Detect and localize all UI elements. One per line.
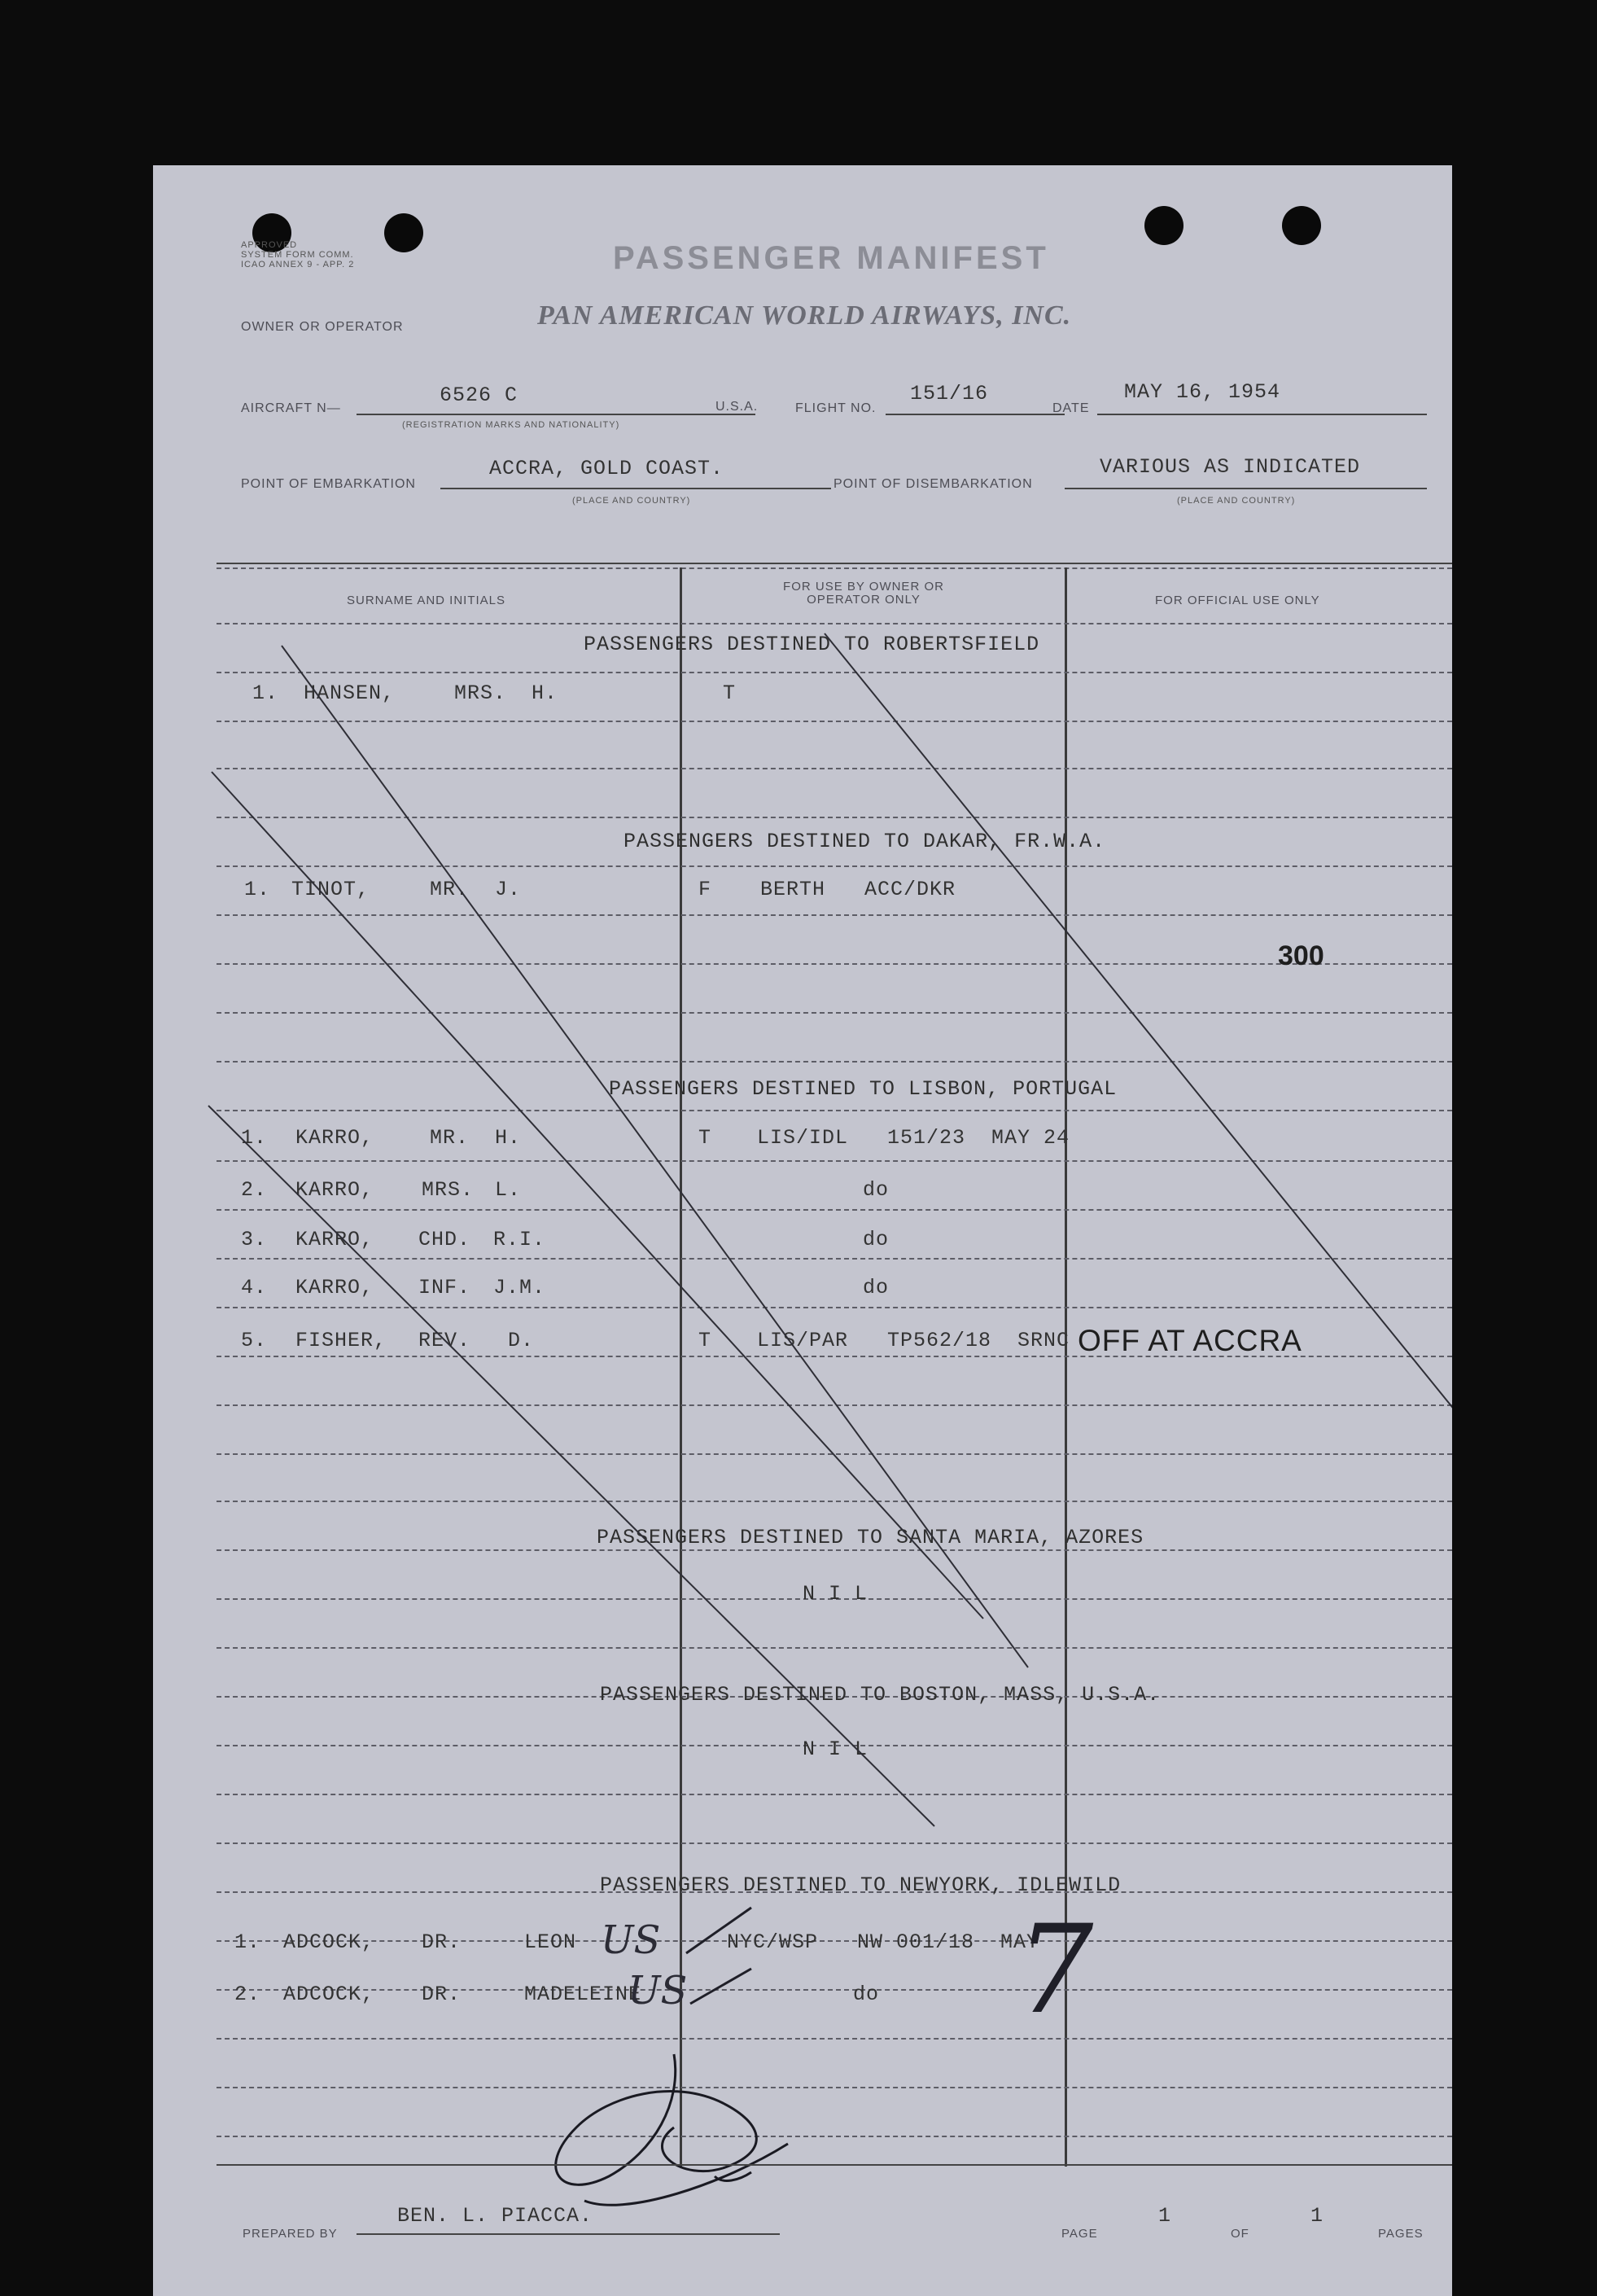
manifest-sheet — [153, 165, 1452, 2296]
passenger-number: 1. — [244, 878, 271, 901]
passenger-title: DR. — [422, 1983, 462, 2006]
embark-value: ACCRA, GOLD COAST. — [489, 457, 724, 480]
passenger-info: LIS/PAR TP562/18 SRNC — [757, 1329, 1070, 1352]
prepared-underline — [357, 2233, 780, 2235]
flight-value: 151/16 — [910, 382, 989, 405]
cancel-stroke — [282, 646, 1028, 1667]
table-bottom-border — [217, 2164, 1452, 2166]
nil-text: N I L — [803, 1582, 869, 1606]
passenger-number: 2. — [234, 1983, 261, 2006]
prepared-by-value: BEN. L. PIACCA. — [397, 2204, 593, 2228]
embark-note: (PLACE AND COUNTRY) — [572, 496, 691, 506]
passenger-code: T — [723, 681, 737, 705]
off-at-accra-stamp: OFF AT ACCRA — [1078, 1324, 1302, 1357]
nil-text: N I L — [803, 1737, 869, 1761]
page-number: 1 — [1158, 2204, 1172, 2228]
section-heading: PASSENGERS DESTINED TO BOSTON, MASS, U.S.A. — [600, 1683, 1161, 1707]
passenger-code: T — [698, 1126, 712, 1150]
passenger-surname: KARRO, — [295, 1178, 374, 1202]
passenger-info: NYC/WSP NW 001/18 MAY — [727, 1930, 1040, 1954]
check-mark — [686, 1908, 751, 1953]
section-heading: PASSENGERS DESTINED TO SANTA MARIA, AZORES — [597, 1526, 1144, 1549]
disembark-note: (PLACE AND COUNTRY) — [1177, 496, 1296, 506]
section-heading: PASSENGERS DESTINED TO LISBON, PORTUGAL — [609, 1077, 1118, 1101]
prepared-by-label: PREPARED BY — [243, 2227, 338, 2241]
passenger-surname: KARRO, — [295, 1276, 374, 1299]
disembark-label: POINT OF DISEMBARKATION — [834, 477, 1033, 491]
passenger-initials: MADELEINE — [524, 1983, 642, 2006]
passenger-number: 1. — [252, 681, 279, 705]
cancel-strokes — [208, 633, 1452, 1826]
passenger-title: REV. — [418, 1329, 471, 1352]
aircraft-label: AIRCRAFT N— — [241, 401, 341, 415]
passenger-initials: J. — [495, 878, 522, 901]
handwritten-nationality: US — [628, 1968, 688, 2013]
col-header-surname: SURNAME AND INITIALS — [347, 594, 506, 607]
passenger-title: MR. — [430, 1126, 470, 1150]
passenger-title: MR. — [430, 878, 470, 901]
passenger-number: 3. — [241, 1228, 268, 1251]
passenger-surname: HANSEN, — [304, 681, 396, 705]
section-heading: PASSENGERS DESTINED TO NEWYORK, IDLEWILD — [600, 1873, 1122, 1897]
passenger-title: MRS. — [422, 1178, 475, 1202]
passenger-initials: R.I. — [493, 1228, 546, 1251]
passenger-code: T — [698, 1329, 712, 1352]
form-code-line: ICAO ANNEX 9 - APP. 2 — [241, 260, 355, 269]
passenger-number: 1. — [234, 1930, 261, 1954]
passenger-title: INF. — [418, 1276, 471, 1299]
page-label: PAGE — [1061, 2227, 1098, 2241]
aircraft-value: 6526 C — [440, 383, 518, 407]
handwritten-seven: 7 — [1016, 1899, 1094, 2041]
passenger-surname: ADCOCK, — [283, 1983, 375, 2006]
form-code-line: APPROVED — [241, 240, 298, 250]
of-label: OF — [1231, 2227, 1249, 2241]
date-label: DATE — [1052, 401, 1090, 415]
col-header-official: FOR OFFICIAL USE ONLY — [1155, 594, 1320, 607]
owner-label: OWNER OR OPERATOR — [241, 320, 404, 334]
passenger-info: do — [863, 1276, 890, 1299]
passenger-number: 4. — [241, 1276, 268, 1299]
date-value: MAY 16, 1954 — [1124, 380, 1281, 404]
pages-label: PAGES — [1378, 2227, 1424, 2241]
check-mark — [690, 1969, 751, 2004]
passenger-surname: FISHER, — [295, 1329, 387, 1352]
passenger-initials: L. — [495, 1178, 522, 1202]
passenger-title: MRS. — [454, 681, 507, 705]
official-number: 300 — [1278, 940, 1324, 971]
passenger-initials: H. — [532, 681, 558, 705]
col-header-owner-use-text: FOR USE BY OWNER OR OPERATOR ONLY — [783, 580, 944, 607]
passenger-initials: J.M. — [493, 1276, 546, 1299]
passenger-code: F — [698, 878, 712, 901]
usa-label: U.S.A. — [715, 400, 759, 414]
passenger-info: LIS/IDL 151/23 MAY 24 — [757, 1126, 1070, 1150]
passenger-surname: ADCOCK, — [283, 1930, 375, 1954]
aircraft-note: (REGISTRATION MARKS AND NATIONALITY) — [402, 420, 620, 430]
form-code-line: SYSTEM FORM COMM. — [241, 250, 354, 260]
page-total: 1 — [1310, 2204, 1324, 2228]
cancel-stroke — [208, 1106, 934, 1826]
section-heading: PASSENGERS DESTINED TO DAKAR, FR.W.A. — [623, 830, 1106, 853]
check-marks — [686, 1908, 751, 2004]
owner-name: PAN AMERICAN WORLD AIRWAYS, INC. — [537, 300, 1072, 331]
passenger-title: DR. — [422, 1930, 462, 1954]
passenger-info: do — [853, 1983, 880, 2006]
form-title: PASSENGER MANIFEST — [613, 240, 1049, 276]
section-heading: PASSENGERS DESTINED TO ROBERTSFIELD — [584, 633, 1040, 656]
passenger-title: CHD. — [418, 1228, 471, 1251]
handwritten-nationality: US — [601, 1917, 661, 1963]
passenger-initials: LEON — [524, 1930, 577, 1954]
passenger-initials: D. — [508, 1329, 535, 1352]
passenger-info: BERTH ACC/DKR — [760, 878, 956, 901]
handwritten-marks — [153, 165, 1452, 2296]
passenger-surname: TINOT, — [291, 878, 370, 901]
flight-label: FLIGHT NO. — [795, 401, 877, 415]
cancel-stroke — [825, 633, 1452, 1411]
passenger-info: do — [863, 1178, 890, 1202]
signature — [556, 2054, 788, 2205]
passenger-number: 5. — [241, 1329, 268, 1352]
passenger-surname: KARRO, — [295, 1228, 374, 1251]
passenger-surname: KARRO, — [295, 1126, 374, 1150]
disembark-value: VARIOUS AS INDICATED — [1100, 455, 1361, 479]
passenger-initials: H. — [495, 1126, 522, 1150]
passenger-number: 1. — [241, 1126, 268, 1150]
embark-label: POINT OF EMBARKATION — [241, 477, 416, 491]
passenger-info: do — [863, 1228, 890, 1251]
passenger-number: 2. — [241, 1178, 268, 1202]
